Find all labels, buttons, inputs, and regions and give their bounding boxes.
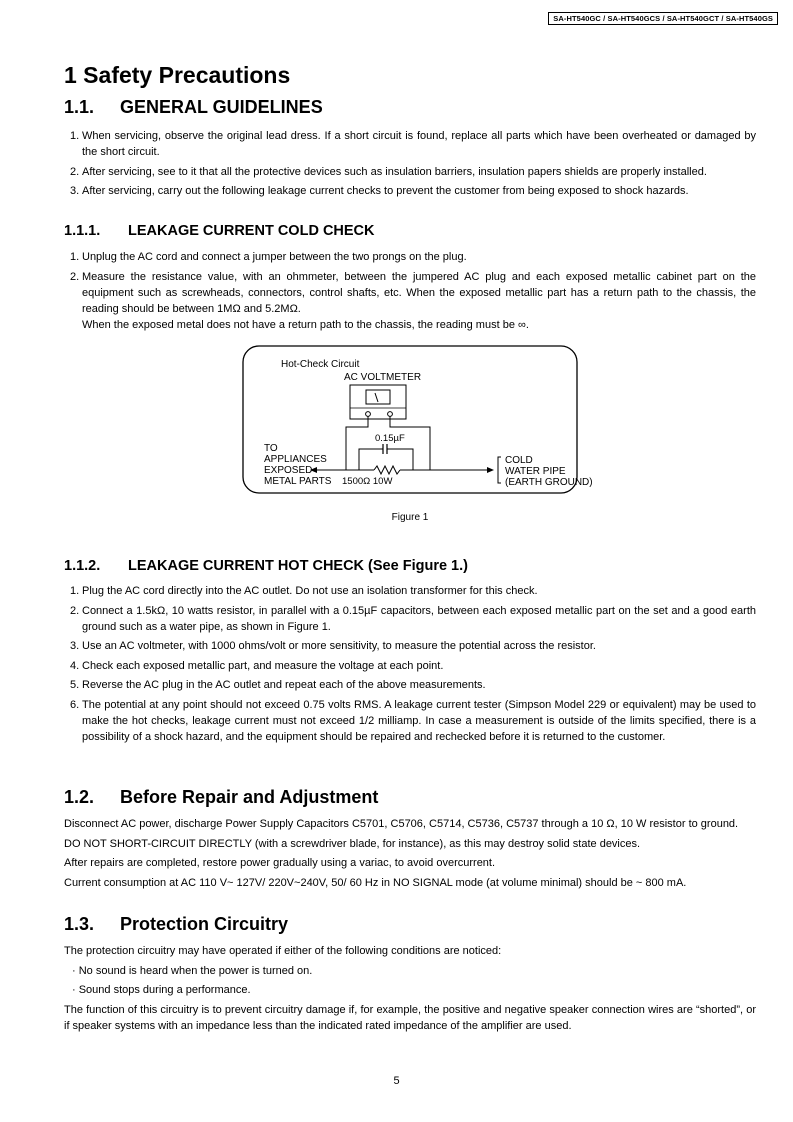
heading-1-1-1 xyxy=(64,223,756,239)
paragraph: Current consumption at AC 110 V~ 127V/ 220V~240V, 50/ 60 Hz in NO SIGNAL mode (at volume minimal) should be ~ 800 mA. xyxy=(64,876,687,889)
hot-check-list xyxy=(64,583,756,748)
heading-text: GENERAL GUIDELINES xyxy=(120,97,323,117)
heading-number: 1.1.2. xyxy=(64,558,101,574)
list-item: 5. Reverse the AC plug in the AC outlet and repeat each of the above measurements. xyxy=(70,679,486,691)
heading-number: 1.1. xyxy=(64,97,95,117)
heading-number: 1.3. xyxy=(64,914,95,934)
hot-check-circuit-diagram xyxy=(242,345,593,497)
heading-number: 1.2. xyxy=(64,787,95,807)
figure-caption: Figure 1 xyxy=(391,512,429,523)
heading-1-2 xyxy=(64,787,756,808)
before-repair-text xyxy=(64,816,756,891)
left-label-line: EXPOSED xyxy=(264,465,313,476)
right-label-line: (EARTH GROUND) xyxy=(505,477,593,488)
right-arrow xyxy=(487,467,494,473)
heading-1-1-2 xyxy=(64,558,756,574)
list-item: 2. Measure the resistance value, with an ohmmeter, between the jumpered AC plug and each exposed metallic cabinet part on the equipment such as screwheads, connectors, control shafts, etc. When the exposed metallic part has a return path to the chassis, the reading should be between 1MΩ and 5.2MΩ. When the exposed metal does not have a return path to the chassis, the reading must be ∞. xyxy=(70,270,756,331)
section-title: 1 Safety Precautions xyxy=(64,62,291,88)
protection-circuitry-text xyxy=(64,943,756,1034)
list-item: 3. Use an AC voltmeter, with 1000 ohms/volt or more sensitivity, to measure the potential across the resistor. xyxy=(70,640,596,652)
heading-number: 1.1.1. xyxy=(64,223,101,239)
list-item: 3. After servicing, carry out the following leakage current checks to prevent the customer from being exposed to shock hazards. xyxy=(70,185,689,197)
heading-text: Protection Circuitry xyxy=(120,914,289,934)
right-label-line: WATER PIPE xyxy=(505,466,566,477)
heading-text: LEAKAGE CURRENT HOT CHECK (See Figure 1.) xyxy=(128,558,468,574)
list-item: 1. Unplug the AC cord and connect a jumper between the two prongs on the plug. xyxy=(70,251,467,263)
paragraph: Disconnect AC power, discharge Power Supply Capacitors C5701, C5706, C5714, C5736, C5737 through a 10 Ω, 10 W resistor to ground. xyxy=(64,818,739,830)
bullet-item: · Sound stops during a performance. xyxy=(72,984,251,996)
left-label-line: APPLIANCES xyxy=(264,454,327,465)
paragraph: The protection circuitry may have operated if either of the following conditions are noticed: xyxy=(64,945,502,957)
bullet-item: · No sound is heard when the power is turned on. xyxy=(72,964,313,977)
voltmeter-terminal-left xyxy=(366,412,371,417)
model-number-box: SA-HT540GC / SA-HT540GCS / SA-HT540GCT / SA-HT540GS xyxy=(548,12,778,25)
paragraph: DO NOT SHORT-CIRCUIT DIRECTLY (with a screwdriver blade, for instance), as this may destroy solid state devices. xyxy=(64,837,641,850)
left-label-line: TO xyxy=(264,443,278,454)
list-item: 2. After servicing, see to it that all the protective devices such as insulation barriers, insulation papers shields are properly installed. xyxy=(70,165,707,178)
heading-1-1 xyxy=(64,97,756,118)
cold-check-list xyxy=(64,249,756,336)
list-item-extra: When the exposed metal does not have a return path to the chassis, the reading must be ∞. xyxy=(82,318,529,331)
heading-text: Before Repair and Adjustment xyxy=(120,787,379,807)
voltmeter-terminal-right xyxy=(388,412,393,417)
resistor xyxy=(374,466,400,474)
heading-text: LEAKAGE CURRENT COLD CHECK xyxy=(128,223,375,239)
list-item: 1. When servicing, observe the original lead dress. If a short circuit is found, replace all parts which have been overheated or damaged by the short circuit. xyxy=(70,130,756,158)
list-item: 2. Connect a 1.5kΩ, 10 watts resistor, in parallel with a 0.15µF capacitors, between each exposed metallic part on the set and a good earth ground such as a water pipe, as shown in Figure 1. xyxy=(70,604,756,633)
paragraph: The function of this circuitry is to prevent circuitry damage if, for example, the positive and negative speaker connection wires are “shorted”, or if speaker systems with an impedance less than the indicated rated impedance of the amplifier are used. xyxy=(64,1003,756,1032)
heading-1-3 xyxy=(64,914,756,935)
paragraph: After repairs are completed, restore power gradually using a variac, to avoid overcurrent. xyxy=(64,857,496,869)
resistor-label: 1500Ω 10W xyxy=(342,476,393,487)
capacitor-label: 0.15µF xyxy=(375,433,405,444)
voltmeter-label: AC VOLTMETER xyxy=(344,372,422,383)
water-pipe-bracket xyxy=(498,457,501,483)
right-label-line: COLD xyxy=(505,455,533,466)
general-guidelines-list xyxy=(64,128,756,203)
list-item: 1. Plug the AC cord directly into the AC outlet. Do not use an isolation transformer for this check. xyxy=(70,585,538,597)
diagram-title: Hot-Check Circuit xyxy=(281,359,360,370)
page-number: 5 xyxy=(393,1075,400,1087)
list-item: 6. The potential at any point should not exceed 0.75 volts RMS. A leakage current tester (Simpson Model 229 or equivalent) may be used to make the hot checks, leakage current must not exceed 1/2 milliamp. In case a measurement is outside of the limits specified, there is a possibility of a shock hazard, and the equipment should be repaired and rechecked before it is returned to the customer. xyxy=(70,698,756,743)
list-item: 4. Check each exposed metallic part, and measure the voltage at each point. xyxy=(70,659,444,672)
left-label-line: METAL PARTS xyxy=(264,476,332,487)
